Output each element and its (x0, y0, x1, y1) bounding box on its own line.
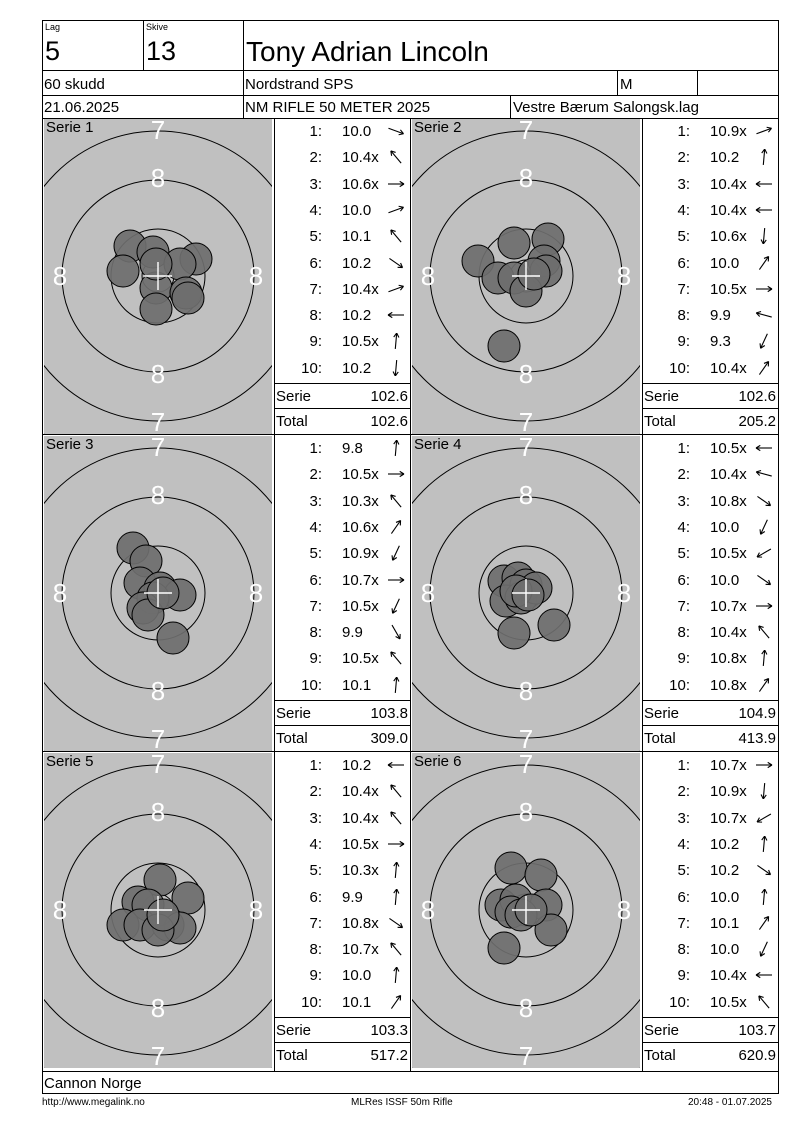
ring-label-7-top: 7 (518, 119, 534, 145)
shot-number: 5: (677, 545, 690, 563)
shot-number: 8: (309, 624, 322, 642)
running-total-value: 205.2 (738, 413, 776, 430)
running-total-label: Total (276, 413, 308, 430)
shot-number: 2: (309, 149, 322, 167)
shot-value: 10.0 (710, 254, 740, 272)
serie-sum-label: Serie (644, 388, 680, 405)
shot-value: 10.0 (710, 518, 740, 536)
shot-number: 9: (309, 650, 322, 668)
shot-number: 5: (677, 862, 690, 880)
ring-label-7-bottom: 7 (150, 724, 166, 751)
shot-value: 10.0 (342, 967, 372, 985)
shot-number: 6: (309, 254, 322, 272)
skive-label: Skive (146, 22, 169, 32)
footer-software: MLRes ISSF 50m Rifle (351, 1097, 453, 1108)
ring-label-7-bottom: 7 (518, 724, 534, 751)
serie-sum-value: 103.3 (370, 1022, 408, 1039)
shot-value: 10.6x (342, 518, 379, 536)
ring-label-8-right: 8 (248, 895, 264, 925)
ring-label-7-top: 7 (150, 119, 166, 145)
shot-value: 10.7x (710, 597, 747, 615)
shot-number: 4: (309, 201, 322, 219)
running-total-label: Total (644, 730, 676, 747)
serie-sum-value: 104.9 (738, 705, 776, 722)
shot-number: 8: (309, 307, 322, 325)
shot-value: 10.7x (342, 571, 379, 589)
shot-value: 10.4x (342, 783, 379, 801)
shot-number: 5: (677, 228, 690, 246)
ring-label-8-top: 8 (150, 797, 166, 827)
ring-label-7-top: 7 (518, 753, 534, 779)
shot-value: 10.5x (710, 993, 747, 1011)
running-total-label: Total (276, 1047, 308, 1064)
running-total-value: 413.9 (738, 730, 776, 747)
ring-label-8-bottom: 8 (518, 676, 534, 706)
series-label: Serie 4 (414, 436, 462, 453)
shot-value: 9.8 (342, 440, 363, 457)
shot-number: 9: (309, 967, 322, 985)
shot-value: 10.2 (342, 757, 372, 774)
gender: M (620, 76, 633, 93)
shot-number: 5: (309, 545, 322, 563)
ring-label-7-bottom: 7 (518, 1041, 534, 1068)
lag-label: Lag (45, 22, 61, 32)
shot-number: 5: (309, 228, 322, 246)
lag-value: 5 (45, 36, 61, 66)
shot-value: 10.8x (710, 650, 747, 668)
shots-info: 60 skudd (44, 76, 105, 93)
serie-sum-value: 103.8 (370, 705, 408, 722)
ring-label-8-top: 8 (150, 480, 166, 510)
shot-value: 10.4x (710, 359, 747, 377)
shot-value: 10.7x (342, 941, 379, 959)
series-label: Serie 5 (46, 753, 94, 770)
shot-value: 9.9 (342, 888, 363, 906)
shot-value: 10.7x (710, 757, 747, 774)
shot-number: 2: (677, 466, 690, 484)
shot-value: 10.1 (342, 676, 372, 694)
ring-label-7-top: 7 (150, 753, 166, 779)
shot-number: 3: (309, 175, 322, 193)
shot-value: 10.6x (342, 175, 379, 193)
shot-value: 10.2 (342, 254, 372, 272)
series-label: Serie 3 (46, 436, 94, 453)
skive-value: 13 (146, 36, 177, 66)
footer-url[interactable]: http://www.megalink.no (42, 1097, 145, 1108)
ring-label-8-bottom: 8 (150, 993, 166, 1023)
shot-number: 6: (677, 888, 690, 906)
shot-value: 10.6x (710, 228, 747, 246)
shot-value: 10.4x (342, 809, 379, 827)
shot-value: 10.5x (342, 650, 379, 668)
serie-sum-label: Serie (276, 388, 312, 405)
competition-date: 21.06.2025 (44, 99, 120, 116)
shot-value: 10.3x (342, 862, 379, 880)
shot-number: 4: (309, 835, 322, 853)
shot-number: 1: (677, 440, 690, 457)
club-name: Nordstrand SPS (245, 76, 354, 93)
ring-label-8-right: 8 (616, 261, 632, 291)
shot-value: 10.5x (342, 597, 379, 615)
shot-number: 9: (677, 333, 690, 351)
shot-number: 10: (301, 359, 322, 377)
running-total-value: 620.9 (738, 1047, 776, 1064)
shot-value: 9.3 (710, 333, 731, 351)
running-total-value: 102.6 (370, 413, 408, 430)
shot-number: 10: (669, 359, 690, 377)
shot-number: 1: (677, 123, 690, 140)
shot-value: 10.4x (342, 280, 379, 298)
shot-number: 2: (677, 783, 690, 801)
serie-sum-value: 102.6 (370, 388, 408, 405)
shot-value: 10.4x (710, 624, 747, 642)
shot-value: 10.4x (710, 466, 747, 484)
shot-value: 10.5x (342, 333, 379, 351)
running-total-value: 517.2 (370, 1047, 408, 1064)
shot-value: 10.7x (710, 809, 747, 827)
shot-value: 10.4x (710, 201, 747, 219)
shot-number: 7: (309, 914, 322, 932)
shot-value: 10.8x (342, 914, 379, 932)
shot-value: 10.1 (342, 993, 372, 1011)
shot-value: 10.1 (342, 228, 372, 246)
shot-value: 10.3x (342, 492, 379, 510)
ring-label-8-left: 8 (52, 578, 68, 608)
ring-label-8-left: 8 (420, 895, 436, 925)
serie-sum-value: 102.6 (738, 388, 776, 405)
shooter-name: Tony Adrian Lincoln (246, 36, 489, 67)
shot-number: 8: (677, 307, 690, 325)
shot-number: 4: (677, 518, 690, 536)
serie-sum-label: Serie (276, 705, 312, 722)
ring-label-8-left: 8 (420, 578, 436, 608)
shot-number: 1: (309, 757, 322, 774)
shot-number: 6: (309, 888, 322, 906)
shot-number: 10: (669, 676, 690, 694)
shot-number: 10: (301, 993, 322, 1011)
shot-value: 10.8x (710, 492, 747, 510)
running-total-label: Total (644, 413, 676, 430)
serie-sum-label: Serie (644, 1022, 680, 1039)
shot-number: 9: (677, 967, 690, 985)
footer-printed: 20:48 - 01.07.2025 (688, 1097, 772, 1108)
shot-number: 2: (677, 149, 690, 167)
shot-value: 10.4x (710, 967, 747, 985)
ring-label-7-top: 7 (518, 436, 534, 462)
shot-number: 6: (677, 571, 690, 589)
series-label: Serie 2 (414, 119, 462, 136)
running-total-label: Total (644, 1047, 676, 1064)
shot-number: 7: (309, 280, 322, 298)
shot-number: 3: (309, 809, 322, 827)
ring-label-8-bottom: 8 (150, 676, 166, 706)
organizer: Vestre Bærum Salongsk.lag (513, 99, 699, 116)
shot-value: 10.5x (342, 466, 379, 484)
ring-label-8-left: 8 (420, 261, 436, 291)
shot-number: 7: (677, 280, 690, 298)
ring-label-8-top: 8 (518, 480, 534, 510)
ring-label-8-bottom: 8 (150, 359, 166, 389)
shot-number: 6: (309, 571, 322, 589)
shot-number: 3: (677, 175, 690, 193)
serie-sum-label: Serie (276, 1022, 312, 1039)
ring-label-7-top: 7 (150, 436, 166, 462)
shot-value: 10.2 (342, 359, 372, 377)
shot-value: 10.5x (342, 835, 379, 853)
shot-number: 3: (309, 492, 322, 510)
shot-value: 10.1 (710, 914, 740, 932)
shot-number: 8: (677, 624, 690, 642)
serie-sum-label: Serie (644, 705, 680, 722)
shot-value: 9.9 (342, 624, 363, 642)
shot-number: 5: (309, 862, 322, 880)
ring-label-8-left: 8 (52, 895, 68, 925)
shot-number: 4: (309, 518, 322, 536)
shot-value: 10.4x (710, 175, 747, 193)
shot-value: 10.2 (342, 307, 372, 325)
shot-value: 10.5x (710, 440, 747, 457)
ring-label-8-bottom: 8 (518, 993, 534, 1023)
series-label: Serie 6 (414, 753, 462, 770)
competition-name: NM RIFLE 50 METER 2025 (245, 99, 431, 116)
shot-value: 10.5x (710, 280, 747, 298)
shot-number: 7: (677, 597, 690, 615)
ring-label-8-top: 8 (150, 163, 166, 193)
shot-value: 10.2 (710, 862, 740, 880)
shot-number: 9: (677, 650, 690, 668)
shot-value: 10.8x (710, 676, 747, 694)
shot-value: 10.9x (710, 783, 747, 801)
ring-label-8-top: 8 (518, 163, 534, 193)
shot-value: 10.0 (710, 941, 740, 959)
shot-value: 10.0 (710, 571, 740, 589)
shot-value: 10.2 (710, 149, 740, 167)
serie-sum-value: 103.7 (738, 1022, 776, 1039)
ring-label-8-right: 8 (248, 261, 264, 291)
shot-number: 4: (677, 201, 690, 219)
series-label: Serie 1 (46, 119, 94, 136)
ring-label-8-right: 8 (616, 895, 632, 925)
shot-number: 4: (677, 835, 690, 853)
shot-number: 2: (309, 466, 322, 484)
shot-number: 1: (677, 757, 690, 774)
ring-label-7-bottom: 7 (150, 1041, 166, 1068)
shot-number: 8: (677, 941, 690, 959)
running-total-value: 309.0 (370, 730, 408, 747)
company-name: Cannon Norge (44, 1075, 142, 1092)
shot-number: 3: (677, 492, 690, 510)
shot-number: 7: (677, 914, 690, 932)
ring-label-7-bottom: 7 (150, 407, 166, 434)
shot-value: 10.9x (342, 545, 379, 563)
ring-label-8-bottom: 8 (518, 359, 534, 389)
ring-label-8-left: 8 (52, 261, 68, 291)
shot-number: 1: (309, 440, 322, 457)
ring-label-8-right: 8 (248, 578, 264, 608)
shot-value: 10.0 (342, 123, 372, 140)
shot-number: 9: (309, 333, 322, 351)
running-total-label: Total (276, 730, 308, 747)
shot-value: 9.9 (710, 307, 731, 325)
shot-number: 2: (309, 783, 322, 801)
shot-value: 10.5x (710, 545, 747, 563)
ring-label-8-right: 8 (616, 578, 632, 608)
shot-number: 7: (309, 597, 322, 615)
shot-number: 3: (677, 809, 690, 827)
ring-label-7-bottom: 7 (518, 407, 534, 434)
shot-value: 10.0 (342, 201, 372, 219)
shot-number: 10: (669, 993, 690, 1011)
shot-number: 1: (309, 123, 322, 140)
shot-number: 8: (309, 941, 322, 959)
shot-value: 10.2 (710, 835, 740, 853)
ring-label-8-top: 8 (518, 797, 534, 827)
shot-value: 10.9x (710, 123, 747, 140)
shot-value: 10.4x (342, 149, 379, 167)
shot-value: 10.0 (710, 888, 740, 906)
shot-number: 6: (677, 254, 690, 272)
shot-number: 10: (301, 676, 322, 694)
